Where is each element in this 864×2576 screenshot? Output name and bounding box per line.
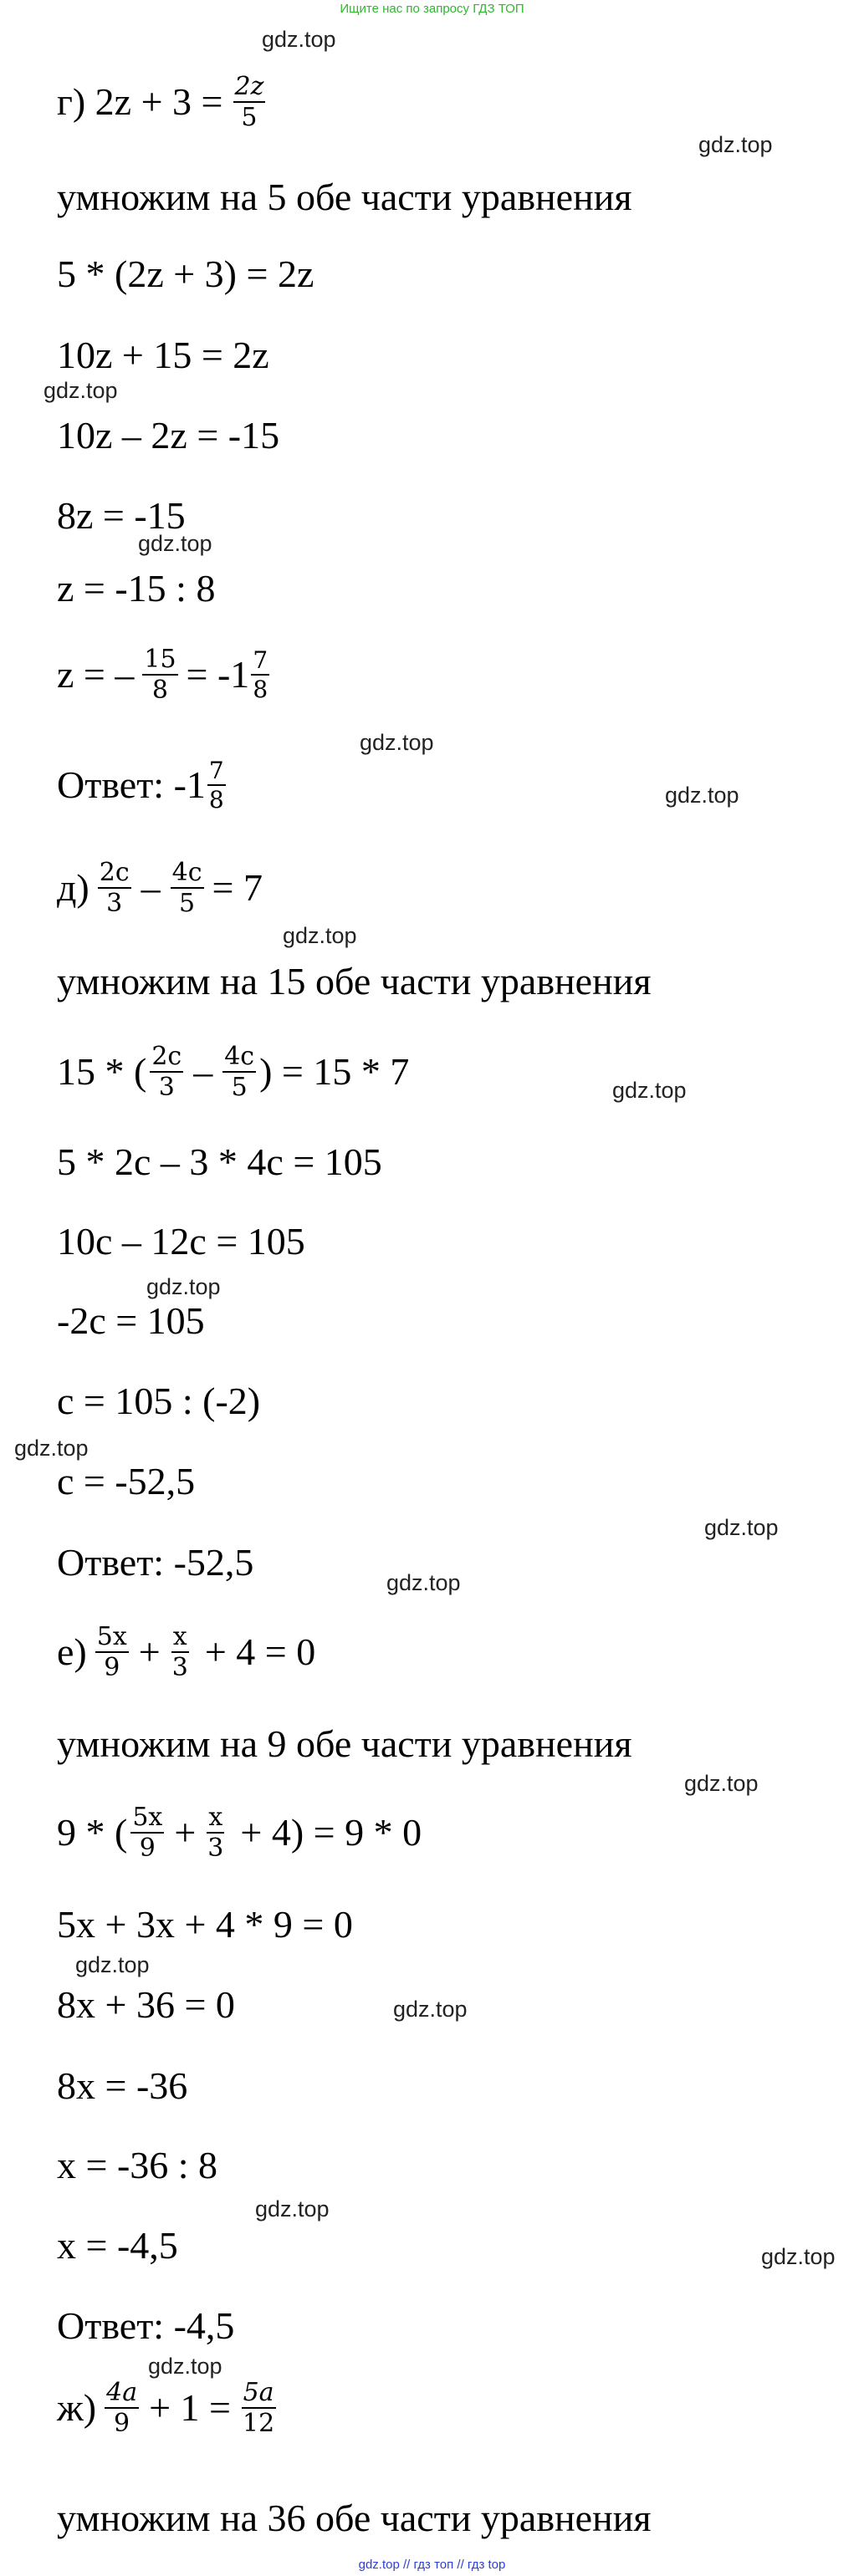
zh-multiply-note: умножим на 36 обе части уравнения — [57, 2497, 652, 2539]
e-step-5: x = -36 : 8 — [57, 2144, 218, 2186]
watermark: gdz.top — [698, 132, 773, 157]
fraction-5x-9-step: $\frac{5x}{9}$ — [132, 1802, 163, 1863]
g-step-1: 5 * (2z + 3) = 2z — [57, 252, 314, 295]
watermark: gdz.top — [386, 1570, 461, 1595]
fraction-2c-3: $\frac{2c}{3}$ — [99, 857, 130, 918]
watermark: gdz.top — [14, 1436, 89, 1461]
fraction-2c-3-step: $\frac{2c}{3}$ — [151, 1041, 182, 1102]
watermark: gdz.top — [255, 2196, 330, 2221]
fraction-x-3: $\frac{x}{3}$ — [171, 1621, 188, 1682]
watermark: gdz.top — [761, 2244, 836, 2269]
watermark: gdz.top — [283, 923, 357, 948]
fraction-4a-9: $\frac{4a}{9}$ — [106, 2377, 138, 2438]
equation-g-label: г) 2z + 3 = — [57, 80, 223, 123]
d-step-2: 5 * 2c – 3 * 4c = 105 — [57, 1140, 382, 1183]
watermark: gdz.top — [684, 1771, 759, 1796]
search-banner-link[interactable]: Ищите нас по запросу ГДЗ ТОП — [340, 2, 524, 16]
fraction-15-8: $\frac{15}{8}$ — [144, 644, 176, 705]
watermark: gdz.top — [148, 2354, 222, 2379]
equation-g — [57, 71, 268, 132]
e-step-3: 8x + 36 = 0 — [57, 1983, 235, 2026]
g-step-4: 8z = -15 — [57, 494, 186, 537]
e-step-2: 5x + 3x + 4 * 9 = 0 — [57, 1903, 353, 1946]
fraction-4c-5-step: $\frac{4c}{5}$ — [224, 1041, 255, 1102]
watermark: gdz.top — [138, 531, 212, 556]
watermark: gdz.top — [146, 1274, 221, 1299]
fraction-5a-12: $\frac{5a}{12}$ — [242, 2377, 275, 2438]
answer-fraction-7-8: $\frac{7}{8}$ — [208, 756, 224, 814]
watermark: gdz.top — [262, 27, 336, 52]
watermark: gdz.top — [43, 378, 118, 403]
watermark: gdz.top — [612, 1078, 687, 1103]
fraction-2z-5: $\frac{2z}{5}$ — [234, 71, 264, 132]
e-step-1: 9 * ( $\frac{5x}{9}$ + $\frac{x}{3}$ + 4) = 9 * 0 — [57, 1802, 422, 1863]
d-step-6: c = -52,5 — [57, 1460, 196, 1502]
equation-zh: ж) $\frac{4a}{9}$ + 1 = $\frac{5a}{12}$ — [57, 2377, 275, 2438]
g-step-5: z = -15 : 8 — [57, 567, 216, 610]
equation-e: е) $\frac{5x}{9}$ + $\frac{x}{3}$ + 4 = 0 — [57, 1621, 316, 1682]
fraction-7-8: $\frac{7}{8}$ — [253, 645, 268, 703]
d-step-5: c = 105 : (-2) — [57, 1380, 261, 1422]
fraction-5x-9: $\frac{5x}{9}$ — [96, 1621, 127, 1682]
d-answer: Ответ: -52,5 — [57, 1541, 254, 1584]
e-step-4: 8x = -36 — [57, 2064, 188, 2107]
footer-links[interactable]: gdz.top // гдз топ // гдз top — [358, 2558, 506, 2572]
watermark: gdz.top — [360, 730, 434, 755]
d-step-4: -2c = 105 — [57, 1299, 205, 1342]
watermark: gdz.top — [75, 1952, 150, 1977]
d-multiply-note: умножим на 15 обе части уравнения — [57, 960, 652, 1002]
fraction-4c-5: $\frac{4c}{5}$ — [171, 857, 202, 918]
watermark: gdz.top — [704, 1515, 779, 1540]
g-step-3: 10z – 2z = -15 — [57, 414, 280, 457]
g-step-2: 10z + 15 = 2z — [57, 334, 269, 376]
g-answer: Ответ: -1 $\frac{7}{8}$ — [57, 756, 224, 814]
d-step-3: 10c – 12c = 105 — [57, 1220, 305, 1262]
e-step-6: x = -4,5 — [57, 2224, 178, 2267]
g-step-6: z = – $\frac{15}{8}$ = -1 $\frac{7}{8}$ — [57, 644, 268, 705]
e-multiply-note: умножим на 9 обе части уравнения — [57, 1722, 632, 1765]
fraction-x-3-step: $\frac{x}{3}$ — [207, 1802, 224, 1863]
d-step-1: 15 * ( $\frac{2c}{3}$ – $\frac{4c}{5}$ ) = 15 * 7 — [57, 1041, 410, 1102]
g-multiply-note: умножим на 5 обе части уравнения — [57, 176, 632, 218]
watermark: gdz.top — [393, 1997, 468, 2022]
equation-d: д) $\frac{2c}{3}$ – $\frac{4c}{5}$ = 7 — [57, 857, 263, 918]
watermark: gdz.top — [665, 783, 739, 808]
e-answer: Ответ: -4,5 — [57, 2304, 235, 2347]
